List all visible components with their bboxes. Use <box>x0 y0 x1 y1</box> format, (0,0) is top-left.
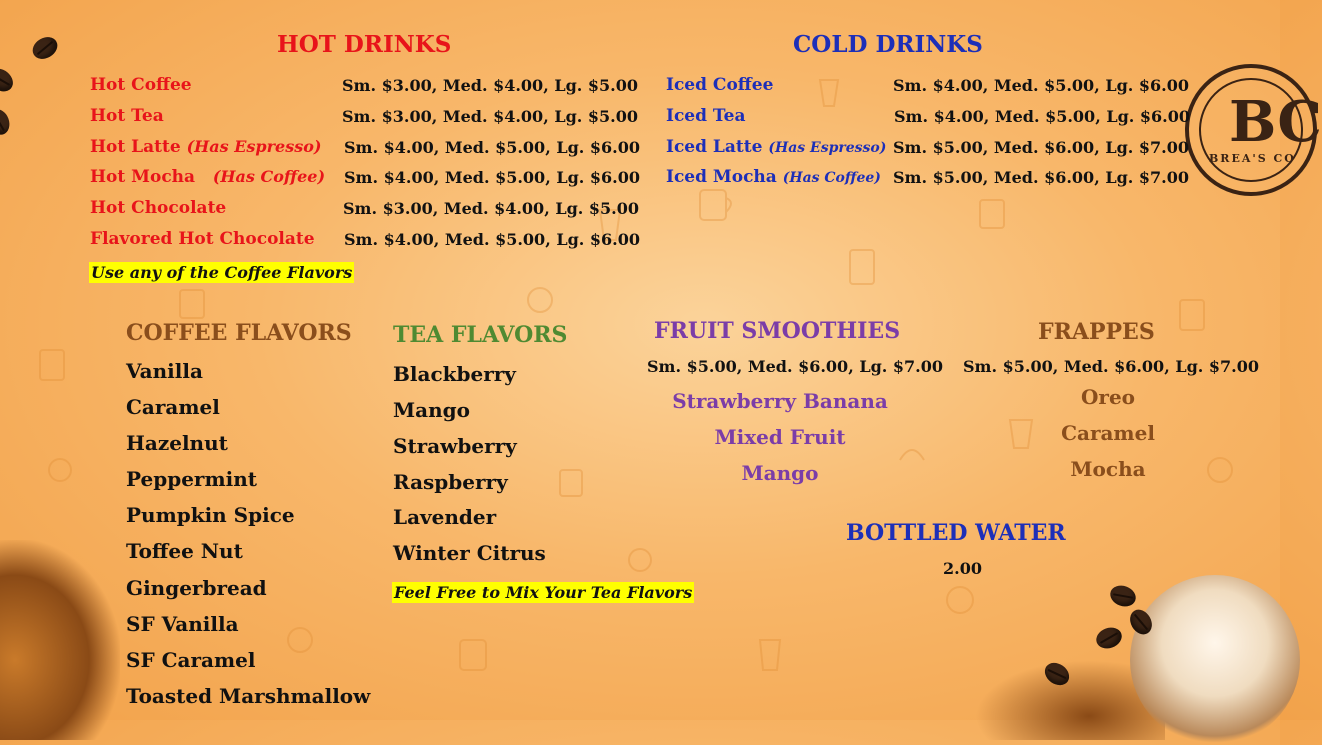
tea-flavor-item: Strawberry <box>393 434 517 458</box>
frappe-item: Caramel <box>1061 421 1155 445</box>
frappe-item: Oreo <box>1080 385 1136 409</box>
fruit-smoothie-item: Strawberry Banana <box>672 389 888 413</box>
hot-drink-price: Sm. $4.00, Med. $5.00, Lg. $6.00 <box>344 230 641 249</box>
hot-drink-price: Sm. $4.00, Med. $5.00, Lg. $6.00 <box>344 168 641 187</box>
tea-flavors-note: Feel Free to Mix Your Tea Flavors <box>394 583 693 602</box>
coffee-flavor-item: Peppermint <box>126 467 257 491</box>
coffee-flavor-item: Vanilla <box>126 359 203 383</box>
coffee-flavor-item: Toasted Marshmallow <box>126 684 371 708</box>
tea-flavor-item: Raspberry <box>393 470 508 494</box>
brand-logo <box>1185 64 1322 196</box>
logo-mark: BC <box>1229 89 1322 155</box>
bottled-water-price: 2.00 <box>943 559 982 578</box>
fruit-smoothies-price: Sm. $5.00, Med. $6.00, Lg. $7.00 <box>647 357 944 376</box>
frappe-item: Mocha <box>1070 457 1146 481</box>
hot-drink-note: (Has Coffee) <box>212 167 326 186</box>
hot-drink-note: (Has Espresso) <box>186 137 322 156</box>
coffee-flavor-item: SF Vanilla <box>126 612 239 636</box>
hot-drink-name: Hot Chocolate <box>90 198 227 218</box>
hot-drink-price: Sm. $3.00, Med. $4.00, Lg. $5.00 <box>342 76 639 95</box>
tea-flavor-item: Lavender <box>393 505 497 529</box>
cold-drink-price: Sm. $5.00, Med. $6.00, Lg. $7.00 <box>893 138 1190 157</box>
logo-text: BREA'S CO <box>1209 152 1296 165</box>
tea-flavor-item: Blackberry <box>393 362 516 386</box>
frappe-dessert-image <box>1130 575 1300 745</box>
hot-drink-price: Sm. $3.00, Med. $4.00, Lg. $5.00 <box>343 199 640 218</box>
coffee-flavor-item: Gingerbread <box>126 576 267 600</box>
hot-drink-name: Hot Coffee <box>90 75 192 95</box>
fruit-smoothie-item: Mango <box>741 461 819 485</box>
tea-flavors-title: TEA FLAVORS <box>393 322 568 348</box>
coffee-bean-icon <box>1107 582 1138 610</box>
cold-drink-price: Sm. $4.00, Med. $5.00, Lg. $6.00 <box>894 107 1191 126</box>
coffee-bean-icon <box>1093 624 1124 652</box>
hot-drink-name: Hot Latte (Has Espresso) <box>90 137 322 157</box>
coffee-flavor-item: Caramel <box>126 395 220 419</box>
tea-flavor-item: Winter Citrus <box>393 541 546 565</box>
coffee-bean-icon <box>29 33 62 63</box>
fruit-smoothies-title: FRUIT SMOOTHIES <box>654 318 901 344</box>
coffee-flavors-title: COFFEE FLAVORS <box>126 320 352 346</box>
coffee-flavor-item: SF Caramel <box>126 648 256 672</box>
coffee-flavors-note: Use any of the Coffee Flavors <box>91 263 353 282</box>
hot-drink-price: Sm. $4.00, Med. $5.00, Lg. $6.00 <box>344 138 641 157</box>
cold-drink-name: Iced Tea <box>666 106 746 126</box>
coffee-splash-image <box>0 540 120 740</box>
coffee-flavor-item: Toffee Nut <box>126 539 243 563</box>
cold-drink-name: Iced Latte (Has Espresso) <box>666 137 887 157</box>
frappes-title: FRAPPES <box>1038 319 1155 345</box>
cold-drink-name: Iced Coffee <box>666 75 774 95</box>
hot-drink-name: Hot Mocha (Has Coffee) <box>90 167 326 187</box>
hot-drink-name: Hot Tea <box>90 106 164 126</box>
hot-drink-price: Sm. $3.00, Med. $4.00, Lg. $5.00 <box>342 107 639 126</box>
cold-drink-note: (Has Espresso) <box>768 140 887 156</box>
cold-drinks-title: COLD DRINKS <box>793 31 983 58</box>
fruit-smoothie-item: Mixed Fruit <box>714 425 846 449</box>
cold-drink-note: (Has Coffee) <box>782 170 881 186</box>
hot-drink-name: Flavored Hot Chocolate <box>90 229 315 249</box>
cold-drink-price: Sm. $4.00, Med. $5.00, Lg. $6.00 <box>893 76 1190 95</box>
bottled-water-title: BOTTLED WATER <box>846 520 1066 546</box>
coffee-flavor-item: Pumpkin Spice <box>126 503 295 527</box>
hot-drinks-title: HOT DRINKS <box>277 31 452 58</box>
cold-drink-price: Sm. $5.00, Med. $6.00, Lg. $7.00 <box>893 168 1190 187</box>
frappes-price: Sm. $5.00, Med. $6.00, Lg. $7.00 <box>963 357 1260 376</box>
cold-drink-name: Iced Mocha (Has Coffee) <box>666 167 881 187</box>
coffee-flavor-item: Hazelnut <box>126 431 228 455</box>
coffee-bean-icon <box>0 64 17 96</box>
coffee-bean-icon <box>0 106 13 137</box>
tea-flavor-item: Mango <box>393 398 470 422</box>
